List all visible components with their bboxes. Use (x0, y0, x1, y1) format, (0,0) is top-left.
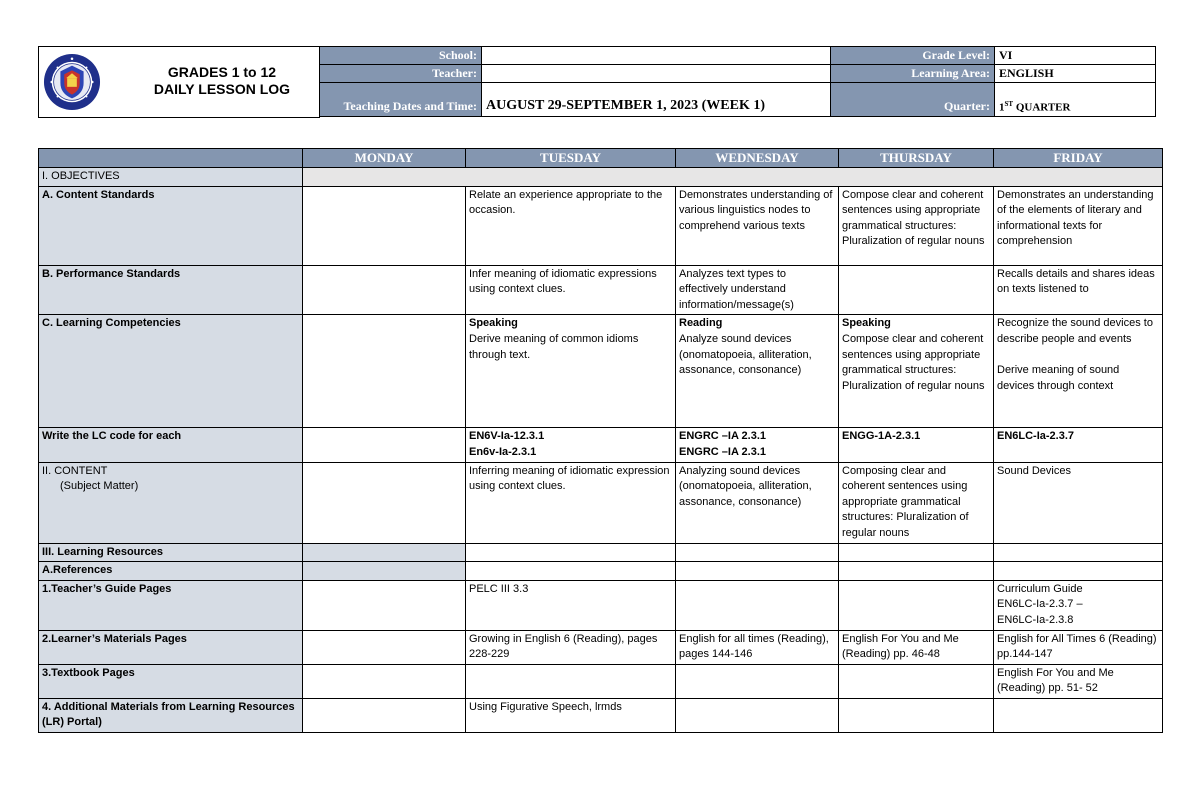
content-tuesday[interactable]: Inferring meaning of idiomatic expression using context clues. (466, 462, 676, 543)
textbook-pages-label: 3.Textbook Pages (39, 664, 303, 698)
content-standards-friday[interactable]: Demonstrates an understanding of the elements of literary and informational texts for comprehension (994, 186, 1163, 265)
textbook-pages-row (39, 664, 1163, 698)
resources-cell-wednesday (676, 543, 839, 562)
quarter-ordinal: ST (1004, 100, 1014, 109)
learning-area-field[interactable]: ENGLISH (995, 65, 1156, 83)
additional-materials-tuesday[interactable]: Using Figurative Speech, lrmds (466, 698, 676, 732)
quarter-suffix: QUARTER (1013, 102, 1071, 114)
textbook-pages-monday[interactable] (303, 664, 466, 698)
additional-materials-thursday[interactable] (839, 698, 994, 732)
tg-line: EN6LC-Ia-2.3.7 – (997, 598, 1083, 611)
content-standards-row (39, 186, 1163, 265)
content-thursday[interactable]: Composing clear and coherent sentences using appropriate grammatical structures: Pluralization of regular nouns (839, 462, 994, 543)
competency-text: Recognize the sound devices to describe people and events (997, 317, 1153, 345)
references-label: A.References (39, 562, 303, 581)
lc-code-label: Write the LC code for each (39, 428, 303, 462)
learners-materials-tuesday[interactable]: Growing in English 6 (Reading), pages 228-229 (466, 630, 676, 664)
competency-skill-label: Speaking (469, 317, 518, 330)
learning-resources-row (39, 543, 1163, 562)
textbook-pages-tuesday[interactable] (466, 664, 676, 698)
teachers-guide-thursday[interactable] (839, 580, 994, 630)
lc-code-row (39, 428, 1163, 462)
friday-header: FRIDAY (994, 149, 1163, 168)
school-label: School: (320, 47, 482, 65)
learners-materials-monday[interactable] (303, 630, 466, 664)
textbook-pages-wednesday[interactable] (676, 664, 839, 698)
content-standards-monday[interactable] (303, 186, 466, 265)
references-cell-friday (994, 562, 1163, 581)
header-corner-cell (39, 149, 303, 168)
content-standards-wednesday[interactable]: Demonstrates understanding of various linguistics nodes to comprehend various texts (676, 186, 839, 265)
content-standards-label: A. Content Standards (39, 186, 303, 265)
title-box (38, 46, 320, 118)
learning-area-label: Learning Area: (831, 65, 995, 83)
performance-standards-monday[interactable] (303, 265, 466, 315)
references-row (39, 562, 1163, 581)
teachers-guide-label: 1.Teacher’s Guide Pages (39, 580, 303, 630)
learning-competencies-tuesday[interactable] (466, 315, 676, 428)
learning-competencies-row (39, 315, 1163, 428)
learning-competencies-wednesday[interactable] (676, 315, 839, 428)
content-label (39, 462, 303, 543)
learners-materials-wednesday[interactable]: English for all times (Reading), pages 144-146 (676, 630, 839, 664)
competency-skill-label: Speaking (842, 317, 891, 330)
deped-seal-icon (43, 53, 101, 111)
lesson-log-header (38, 46, 1155, 118)
performance-standards-friday[interactable]: Recalls details and shares ideas on texts listened to (994, 265, 1163, 315)
resources-cell-friday (994, 543, 1163, 562)
learners-materials-friday[interactable]: English for All Times 6 (Reading) pp.144-147 (994, 630, 1163, 664)
quarter-number: 1 (999, 102, 1005, 114)
content-row (39, 462, 1163, 543)
performance-standards-label: B. Performance Standards (39, 265, 303, 315)
objectives-label-text: I. OBJECTIVES (42, 170, 120, 182)
day-header-row (39, 149, 1163, 168)
performance-standards-row (39, 265, 1163, 315)
performance-standards-tuesday[interactable]: Infer meaning of idiomatic expressions using context clues. (466, 265, 676, 315)
competency-text: Compose clear and coherent sentences using appropriate grammatical structures: Pluralization of regular nouns (842, 332, 985, 392)
competency-text: Derive meaning of common idioms through text. (469, 332, 639, 361)
quarter-field[interactable] (995, 83, 1156, 117)
teacher-label: Teacher: (320, 65, 482, 83)
lesson-plan-table (38, 148, 1163, 733)
performance-standards-wednesday[interactable]: Analyzes text types to effectively understand information/message(s) (676, 265, 839, 315)
document-title (127, 64, 317, 98)
teachers-guide-tuesday[interactable]: PELC III 3.3 (466, 580, 676, 630)
competency-text: Analyze sound devices (onomatopoeia, alliteration, assonance, consonance) (679, 332, 812, 377)
resources-cell-monday (303, 543, 466, 562)
lc-code-monday[interactable] (303, 428, 466, 462)
title-line-2: DAILY LESSON LOG (153, 81, 291, 97)
wednesday-header: WEDNESDAY (676, 149, 839, 168)
lc-code: ENGRC –IA 2.3.1 (679, 430, 767, 443)
additional-materials-row (39, 698, 1163, 732)
learners-materials-row (39, 630, 1163, 664)
lc-code: EN6V-Ia-12.3.1 (469, 430, 545, 443)
resources-cell-thursday (839, 543, 994, 562)
title-line-1: GRADES 1 to 12 (167, 64, 277, 80)
learning-competencies-label: C. Learning Competencies (39, 315, 303, 428)
teaching-dates-label: Teaching Dates and Time: (320, 83, 482, 117)
additional-materials-wednesday[interactable] (676, 698, 839, 732)
lc-code-tuesday[interactable] (466, 428, 676, 462)
lc-code-friday[interactable]: EN6LC-Ia-2.3.7 (994, 428, 1163, 462)
teachers-guide-friday[interactable] (994, 580, 1163, 630)
lc-code: En6v-Ia-2.3.1 (469, 445, 537, 458)
content-standards-tuesday[interactable]: Relate an experience appropriate to the occasion. (466, 186, 676, 265)
lc-code-wednesday[interactable] (676, 428, 839, 462)
additional-materials-label: 4. Additional Materials from Learning Resources (LR) Portal) (39, 698, 303, 732)
additional-materials-friday[interactable] (994, 698, 1163, 732)
tg-line: EN6LC-Ia-2.3.8 (997, 613, 1074, 626)
content-monday[interactable] (303, 462, 466, 543)
grade-level-label: Grade Level: (831, 47, 995, 65)
references-cell-thursday (839, 562, 994, 581)
learning-competencies-monday[interactable] (303, 315, 466, 428)
learning-competencies-thursday[interactable] (839, 315, 994, 428)
tg-line: Curriculum Guide (997, 582, 1083, 595)
objectives-label (39, 168, 303, 187)
resources-cell-tuesday (466, 543, 676, 562)
competency-text: Derive meaning of sound devices through context (997, 364, 1120, 392)
competency-spacer (997, 348, 1159, 364)
content-wednesday[interactable]: Analyzing sound devices (onomatopoeia, alliteration, assonance, consonance) (676, 462, 839, 543)
learners-materials-label: 2.Learner’s Materials Pages (39, 630, 303, 664)
additional-materials-monday[interactable] (303, 698, 466, 732)
references-cell-wednesday (676, 562, 839, 581)
teachers-guide-row (39, 580, 1163, 630)
competency-skill-label: Reading (679, 317, 723, 330)
content-standards-thursday[interactable]: Compose clear and coherent sentences using appropriate grammatical structures: Pluralization of regular nouns (839, 186, 994, 265)
quarter-label: Quarter: (831, 83, 995, 117)
learning-resources-label: III. Learning Resources (39, 543, 303, 562)
subject-matter-label: (Subject Matter) (60, 480, 139, 493)
teaching-dates-field[interactable]: AUGUST 29-SEPTEMBER 1, 2023 (WEEK 1) (482, 83, 831, 117)
references-cell-tuesday (466, 562, 676, 581)
objectives-row (39, 168, 1163, 187)
grade-level-field[interactable]: VI (995, 47, 1156, 65)
learners-materials-thursday[interactable]: English For You and Me (Reading) pp. 46-48 (839, 630, 994, 664)
learning-competencies-friday[interactable] (994, 315, 1163, 428)
performance-standards-thursday[interactable] (839, 265, 994, 315)
lc-code: ENGRC –IA 2.3.1 (679, 445, 767, 458)
textbook-pages-friday[interactable]: English For You and Me (Reading) pp. 51- 52 (994, 664, 1163, 698)
textbook-pages-thursday[interactable] (839, 664, 994, 698)
lc-code-thursday[interactable]: ENGG-1A-2.3.1 (839, 428, 994, 462)
teacher-field[interactable] (482, 65, 831, 83)
school-field[interactable] (482, 47, 831, 65)
objectives-span-cell (303, 168, 1163, 187)
thursday-header: THURSDAY (839, 149, 994, 168)
teachers-guide-monday[interactable] (303, 580, 466, 630)
references-cell-monday (303, 562, 466, 581)
school-info-table (319, 46, 1156, 117)
teachers-guide-wednesday[interactable] (676, 580, 839, 630)
content-label-text: II. CONTENT (42, 464, 108, 477)
content-friday[interactable]: Sound Devices (994, 462, 1163, 543)
monday-header: MONDAY (303, 149, 466, 168)
tuesday-header: TUESDAY (466, 149, 676, 168)
